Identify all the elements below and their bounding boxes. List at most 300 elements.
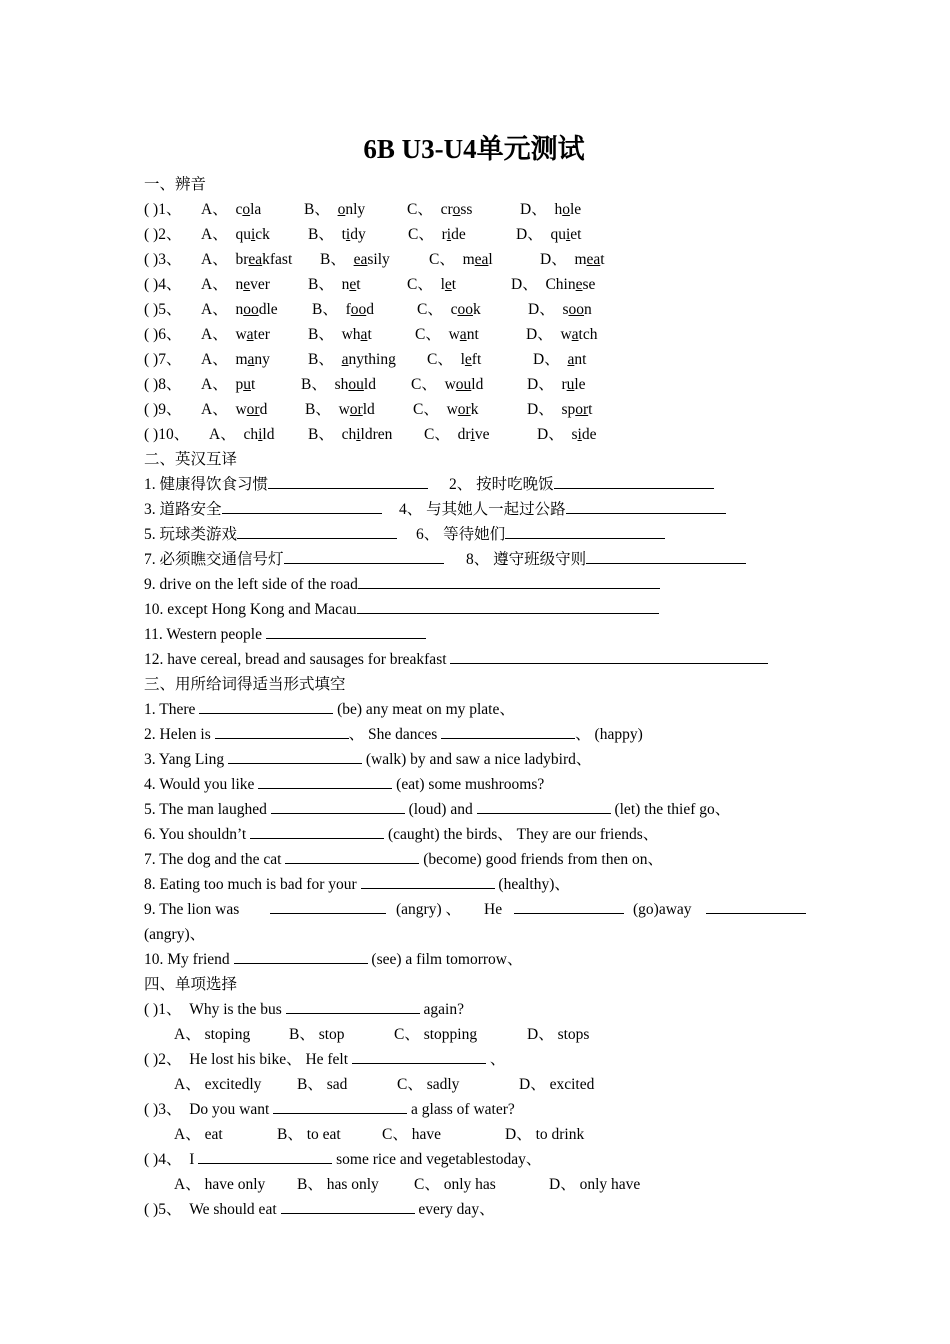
question-number[interactable]: ( )1、 [144,201,182,218]
word-part: ld [262,426,275,443]
option-letter: C、 [413,401,439,418]
phonics-option[interactable] [511,272,595,297]
word-part: d [366,301,375,318]
underlined-letters: e [575,276,583,293]
word-part: l [488,251,493,268]
word-part: w [446,401,458,418]
option-letter: A、 [201,201,228,218]
answer-blank[interactable] [198,1148,332,1164]
underlined-letters: oo [457,301,473,318]
answer-blank[interactable] [285,848,419,864]
phonics-option[interactable] [527,397,592,422]
phonics-option[interactable] [407,197,472,222]
phonics-option[interactable] [424,422,489,447]
option-letter: A、 [201,326,228,343]
word-part: cr [440,201,453,218]
option-letter: A、 [201,401,228,418]
word-part: w [235,401,247,418]
translate-item: 12. have cereal, bread and sausages for breakfast [144,651,447,668]
underlined-letters: ea [586,251,601,268]
answer-blank[interactable] [199,698,333,714]
option-letter: B、 [308,276,334,293]
translate-row [144,597,824,622]
word-part: ld [363,376,376,393]
question-number[interactable]: ( )6、 [144,326,182,343]
question-number[interactable]: ( )4、 [144,1151,182,1168]
fill-text: (walk) by and saw a nice ladybird、 [365,751,592,768]
word-part: nt [466,326,479,343]
translate-row [144,622,824,647]
option-letter: C、 [424,426,450,443]
word-part: ft [471,351,482,368]
phonics-option[interactable] [427,347,481,372]
phonics-question [144,422,824,447]
underlined-letters: i [446,226,452,243]
option-letter: D、 [520,201,547,218]
choice-option[interactable]: D、 excited [519,1076,595,1093]
word-part: le [569,201,582,218]
word-part: w [235,326,247,343]
underlined-letters: ou [455,376,472,393]
word-part: sily [367,251,390,268]
underlined-letters: ea [353,251,368,268]
phonics-option[interactable] [312,297,374,322]
phonics-option[interactable] [201,372,255,397]
section-heading-phonics: 一、辨音 [144,176,207,193]
underlined-letters: a [360,326,368,343]
option-letter: C、 [427,351,453,368]
word-part: t [588,401,593,418]
fill-text: (healthy)、 [498,876,570,893]
answer-blank[interactable] [505,523,665,539]
translate-row [144,472,824,497]
underlined-letters: ea [474,251,489,268]
fill-row [144,847,824,872]
underlined-letters: a [571,326,579,343]
underlined-letters: a [459,326,467,343]
underlined-letters: a [567,351,575,368]
option-letter: B、 [312,301,338,318]
phonics-option[interactable] [408,222,466,247]
underlined-letters: i [258,426,263,443]
phonics-option[interactable] [415,322,479,347]
answer-blank[interactable] [250,823,384,839]
question-number[interactable]: ( )4、 [144,276,182,293]
underlined-letters: i [470,426,475,443]
answer-blank[interactable] [554,473,714,489]
phonics-option[interactable] [201,322,270,347]
choice-list [144,997,824,1222]
option-letter: C、 [407,276,433,293]
phonics-option[interactable] [417,297,481,322]
phonics-option[interactable] [429,247,493,272]
word-part: ss [460,201,473,218]
word-part: nt [574,351,587,368]
underlined-letters: or [457,401,471,418]
underlined-letters: a [341,351,349,368]
word-part: ter [253,326,270,343]
phonics-option[interactable] [304,197,365,222]
underlined-letters: ou [348,376,364,393]
word-part: qu [550,226,566,243]
phonics-question [144,297,824,322]
underlined-letters: oo [243,301,259,318]
question-stem: Do you want [189,1101,270,1118]
answer-blank[interactable] [441,723,575,739]
translate-row [144,547,824,572]
word-part: f [345,301,351,318]
choice-option[interactable]: C、 only has [414,1176,496,1193]
option-letter: C、 [408,226,434,243]
word-part: ld [362,401,375,418]
option-letter: B、 [308,226,334,243]
choice-option[interactable]: B、 to eat [277,1126,341,1143]
fill-row [144,822,824,847]
answer-blank[interactable] [222,498,382,514]
choice-option[interactable]: A、 excitedly [174,1076,262,1093]
fill-text: (be) any meat on my plate、 [337,701,515,718]
underlined-letters: o [337,201,346,218]
option-letter: D、 [540,251,567,268]
translate-item: 6、 等待她们 [416,526,506,543]
underlined-letters: i [250,226,256,243]
question-number[interactable]: ( )2、 [144,1051,182,1068]
question-stem: Why is the bus [189,1001,282,1018]
word-part: qu [235,226,251,243]
phonics-list [144,197,824,447]
option-letter: A、 [201,376,228,393]
fill-text: (eat) some mushrooms? [396,776,545,793]
choice-option[interactable]: D、 to drink [505,1126,585,1143]
translate-item: 4、 与其她人一起过公路 [399,501,566,518]
choice-option[interactable]: B、 sad [297,1076,348,1093]
fill-row [144,747,824,772]
underlined-letters: or [246,401,260,418]
phonics-question [144,347,824,372]
question-stem: a glass of water? [411,1101,515,1118]
underlined-letters: o [242,201,251,218]
question-number[interactable]: ( )3、 [144,251,182,268]
fill-row [144,872,824,897]
choice-options-row [144,1072,824,1097]
choice-option[interactable]: C、 stopping [394,1026,478,1043]
word-part: m [574,251,587,268]
word-part: c [235,201,243,218]
answer-blank[interactable] [357,598,659,614]
phonics-question [144,197,824,222]
phonics-option[interactable] [320,247,390,272]
phonics-option[interactable] [308,272,361,297]
question-number[interactable]: ( )3、 [144,1101,182,1118]
fill-text: 7. The dog and the cat [144,851,282,868]
answer-blank[interactable] [234,948,368,964]
phonics-option[interactable] [308,222,366,247]
answer-blank[interactable] [450,648,768,664]
option-letter: D、 [533,351,560,368]
word-part: k [472,301,481,318]
fill-text: 9. The lion was [144,901,240,918]
answer-blank[interactable] [566,498,726,514]
phonics-option[interactable] [526,322,597,347]
word-part: s [562,301,569,318]
word-part: t [341,226,346,243]
underlined-letters: e [349,276,357,293]
underlined-letters: u [243,376,251,393]
fill-text: 6. You shouldn’t [144,826,247,843]
fill-text: 4. Would you like [144,776,255,793]
word-part: p [235,376,244,393]
option-letter: B、 [308,326,334,343]
option-letter: D、 [527,376,554,393]
answer-blank[interactable] [281,1198,415,1214]
phonics-option[interactable] [413,397,478,422]
question-number[interactable]: ( )8、 [144,376,182,393]
fill-text: (angry)、 [144,926,206,943]
answer-blank[interactable] [215,723,349,739]
word-part: t [451,276,457,293]
word-part: n [235,301,244,318]
word-part: ck [255,226,270,243]
underlined-letters: ea [248,251,263,268]
answer-blank[interactable] [284,548,444,564]
option-letter: B、 [308,351,334,368]
fill-row [144,922,824,947]
fill-row [144,947,824,972]
word-part: w [444,376,456,393]
answer-blank[interactable] [352,1048,486,1064]
word-part: l [460,351,465,368]
fill-text: 1. There [144,701,196,718]
phonics-option[interactable] [516,222,581,247]
fill-text: (become) good friends from then on、 [423,851,663,868]
fill-text: 、 (happy) [575,726,643,743]
question-stem: I [189,1151,195,1168]
answer-blank[interactable] [286,998,420,1014]
fill-text: (caught) the birds、 They are our friends、 [387,826,659,843]
answer-blank[interactable] [270,898,386,914]
phonics-question [144,322,824,347]
word-part: ch [243,426,259,443]
question-stem: again? [423,1001,464,1018]
word-part: la [250,201,262,218]
option-letter: D、 [527,401,554,418]
page-title: 6B U3-U4单元测试 [363,134,585,164]
question-stem: We should eat [189,1201,277,1218]
question-number[interactable]: ( )9、 [144,401,182,418]
word-part: ld [471,376,484,393]
fill-row [144,772,824,797]
choice-option[interactable]: C、 have [382,1126,441,1143]
underlined-letters: or [575,401,589,418]
option-letter: B、 [301,376,327,393]
choice-option[interactable]: D、 only have [549,1176,641,1193]
option-letter: D、 [516,226,543,243]
word-part: sp [561,401,576,418]
underlined-letters: oo [568,301,584,318]
answer-blank[interactable] [361,873,495,889]
answer-blank[interactable] [273,1098,407,1114]
phonics-question [144,372,824,397]
underlined-letters: oo [350,301,367,318]
phonics-option[interactable] [209,422,274,447]
phonics-option[interactable] [528,297,592,322]
fill-text: (angry) 、 [396,901,461,918]
answer-blank[interactable] [228,748,362,764]
option-letter: C、 [411,376,437,393]
word-part: nly [345,201,366,218]
phonics-option[interactable] [301,372,376,397]
question-number[interactable]: ( )2、 [144,226,182,243]
choice-option[interactable]: A、 have only [174,1176,266,1193]
word-part: ny [254,351,270,368]
choice-options-row [144,1122,824,1147]
question-number[interactable]: ( )10、 [144,426,190,443]
phonics-option[interactable] [201,247,292,272]
answer-blank[interactable] [706,898,806,914]
phonics-option[interactable] [533,347,586,372]
choice-question [144,1197,824,1222]
phonics-option[interactable] [201,397,267,422]
choice-options-row [144,1172,824,1197]
word-part: w [338,401,350,418]
choice-question [144,997,824,1022]
choice-option[interactable]: C、 sadly [397,1076,460,1093]
fill-text: (see) a film tomorrow、 [371,951,523,968]
fill-row [144,722,824,747]
word-part: dy [350,226,366,243]
fill-text: 、 She dances [348,726,438,743]
fill-text: He [484,901,503,918]
question-number[interactable]: ( )1、 [144,1001,182,1018]
word-part: de [451,226,466,243]
fill-text: 8. Eating too much is bad for your [144,876,357,893]
answer-blank[interactable] [237,523,397,539]
word-part: ch [341,426,357,443]
word-part: ver [250,276,270,293]
option-letter: C、 [417,301,443,318]
question-number[interactable]: ( )5、 [144,1201,182,1218]
answer-blank[interactable] [271,798,405,814]
underlined-letters: e [464,351,472,368]
translate-item: 3. 道路安全 [144,501,222,518]
word-part: kfast [262,251,293,268]
option-letter: B、 [305,401,331,418]
option-letter: D、 [528,301,555,318]
question-number[interactable]: ( )7、 [144,351,182,368]
translate-item: 2、 按时吃晚饭 [449,476,554,493]
phonics-question [144,247,824,272]
option-letter: C、 [407,201,433,218]
option-letter: D、 [511,276,538,293]
option-letter: B、 [308,426,334,443]
underlined-letters: o [562,201,570,218]
phonics-option[interactable] [407,272,456,297]
word-part: s [571,426,578,443]
translate-row [144,522,824,547]
choice-option[interactable]: A、 stoping [174,1026,251,1043]
worksheet-page [144,132,824,1222]
word-part: k [470,401,479,418]
underlined-letters: i [577,426,582,443]
option-letter: A、 [201,226,228,243]
translate-item: 1. 健康得饮食习惯 [144,476,269,493]
answer-blank[interactable] [586,548,746,564]
option-letter: A、 [201,251,228,268]
word-part: ve [474,426,490,443]
choice-option[interactable]: D、 stops [527,1026,590,1043]
fill-text: 3. Yang Ling [144,751,225,768]
phonics-option[interactable] [308,322,372,347]
phonics-option[interactable] [540,247,605,272]
word-part: Chin [545,276,576,293]
word-part: tch [578,326,598,343]
answer-blank[interactable] [514,898,624,914]
section-heading-fill: 三、用所给词得适当形式填空 [144,676,346,693]
phonics-option[interactable] [201,347,270,372]
choice-option[interactable]: A、 eat [174,1126,223,1143]
fill-row [144,797,824,822]
phonics-option[interactable] [527,372,586,397]
phonics-option[interactable] [201,297,278,322]
underlined-letters: i [345,226,351,243]
answer-blank[interactable] [358,573,660,589]
translate-item: 11. Western people [144,626,262,643]
phonics-option[interactable] [411,372,483,397]
answer-blank[interactable] [477,798,611,814]
word-part: t [250,376,256,393]
answer-blank[interactable] [266,623,426,639]
phonics-option[interactable] [308,347,396,372]
option-letter: C、 [415,326,441,343]
phonics-option[interactable] [201,197,261,222]
phonics-option[interactable] [201,272,270,297]
underlined-letters: u [566,376,575,393]
phonics-question [144,222,824,247]
word-part: wh [341,326,361,343]
phonics-question [144,397,824,422]
underlined-letters: e [243,276,251,293]
option-letter: A、 [201,351,228,368]
word-part: d [259,401,268,418]
choice-option[interactable]: B、 stop [289,1026,345,1043]
question-stem: 、 [489,1051,506,1068]
phonics-option[interactable] [537,422,596,447]
translate-row [144,497,824,522]
question-number[interactable]: ( )5、 [144,301,182,318]
underlined-letters: a [247,351,255,368]
option-letter: B、 [320,251,346,268]
answer-blank[interactable] [268,473,428,489]
word-part: h [554,201,563,218]
word-part: le [574,376,586,393]
translate-row [144,647,824,672]
phonics-option[interactable] [520,197,581,222]
word-part: et [570,226,582,243]
translate-item: 7. 必须瞧交通信号灯 [144,551,284,568]
choice-option[interactable]: B、 has only [297,1176,379,1193]
phonics-option[interactable] [201,222,270,247]
word-part: t [367,326,372,343]
option-letter: A、 [201,276,228,293]
translate-item: 5. 玩球类游戏 [144,526,238,543]
phonics-option[interactable] [308,422,392,447]
word-part: w [560,326,572,343]
translate-item: 10. except Hong Kong and Macau [144,601,357,618]
phonics-option[interactable] [305,397,375,422]
answer-blank[interactable] [258,773,392,789]
section-heading-translate: 二、英汉互译 [144,451,238,468]
underlined-letters: a [246,326,254,343]
